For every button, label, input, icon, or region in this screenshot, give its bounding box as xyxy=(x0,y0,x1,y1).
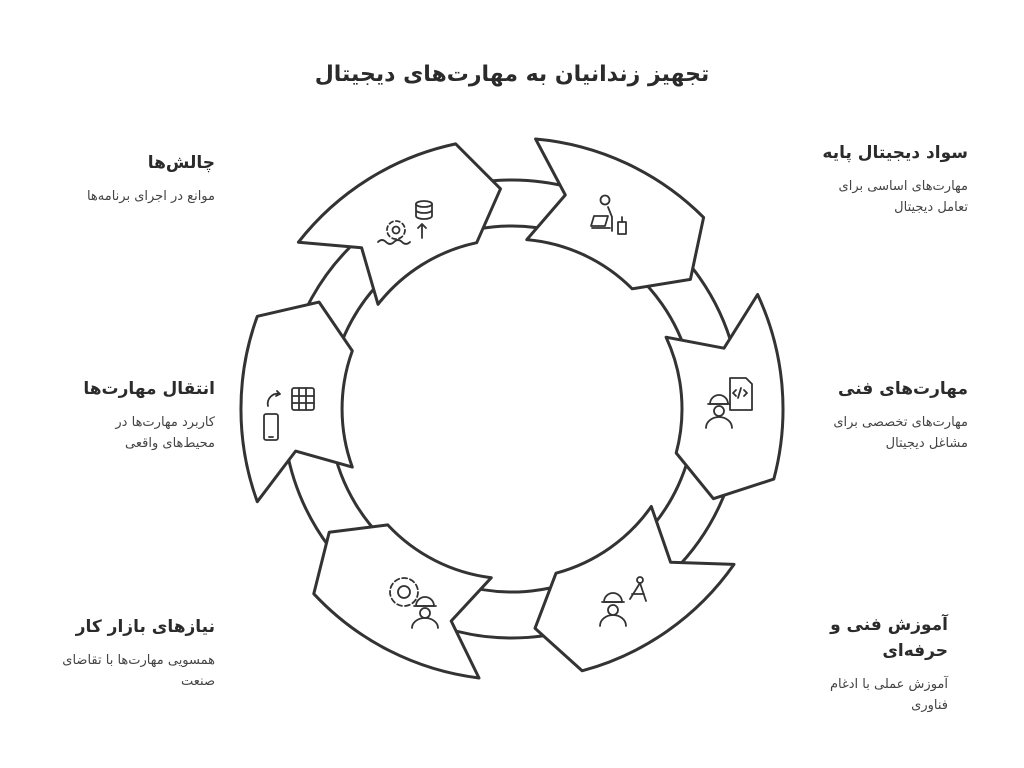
step-title: انتقال مهارت‌ها xyxy=(83,379,215,399)
step-description: آموزش عملی با ادغام فناوری xyxy=(829,677,948,713)
step-description: موانع در اجرای برنامه‌ها xyxy=(86,189,215,204)
step-title: نیازهای بازار کار xyxy=(75,617,215,637)
step-description: مهارت‌های اساسی برای تعامل دیجیتال xyxy=(838,179,968,215)
step-description: همسویی مهارت‌ها با تقاضای صنعت xyxy=(62,653,215,689)
step-title: سواد دیجیتال پایه xyxy=(822,143,968,163)
step-title: چالش‌ها xyxy=(147,153,215,173)
step-title: مهارت‌های فنی xyxy=(838,379,968,399)
diagram-title: تجهیز زندانیان به مهارت‌های دیجیتال xyxy=(314,62,710,87)
cycle-arrow-segment xyxy=(314,525,492,678)
step-title: آموزش فنی و حرفه‌ای xyxy=(830,615,948,661)
cycle-ring xyxy=(241,139,783,678)
step-description: مهارت‌های تخصصی برای مشاغل دیجیتال xyxy=(833,415,968,451)
cycle-arrow-segment xyxy=(527,139,704,289)
step-description: کاربرد مهارت‌ها در محیط‌های واقعی xyxy=(115,415,215,451)
